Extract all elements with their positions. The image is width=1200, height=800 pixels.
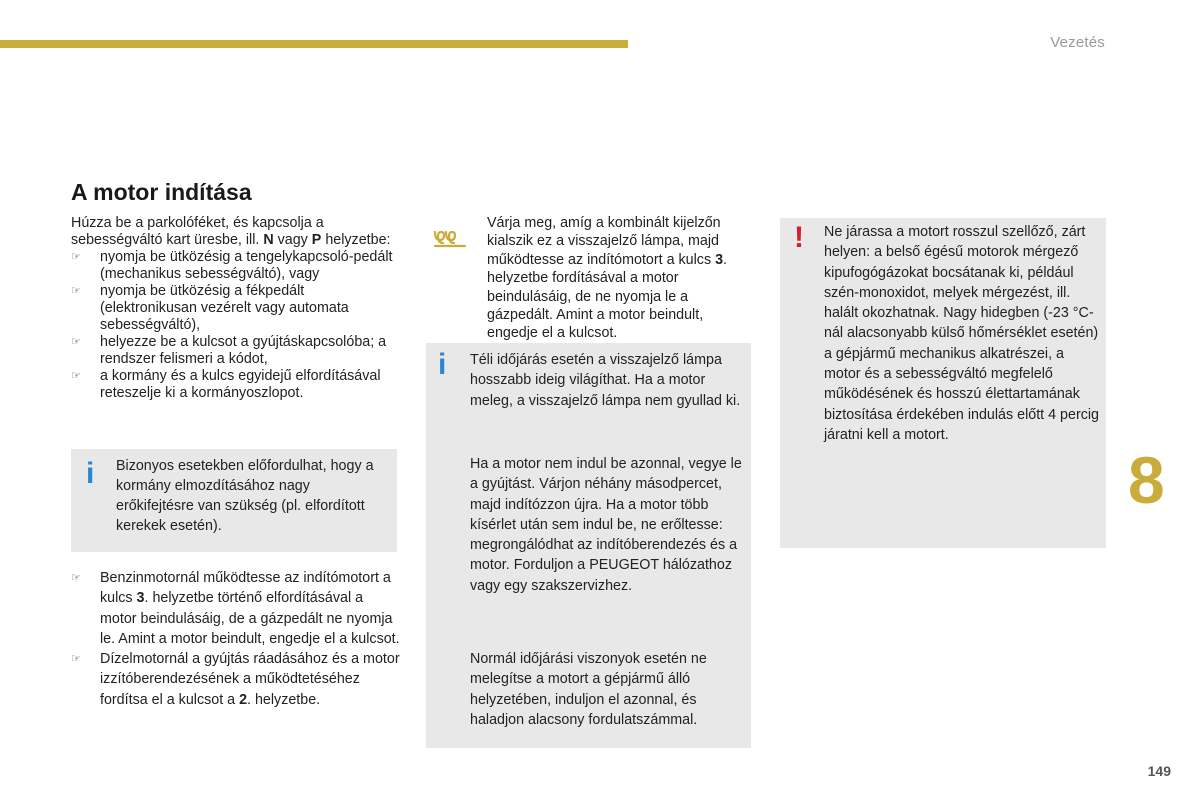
list-item: ☞ helyezze be a kulcsot a gyújtáskapcsolóba; a rendszer felismeri a kódot, <box>71 334 387 367</box>
list-item: ☞ nyomja be ütközésig a fékpedált (elektronikusan vezérelt vagy automata sebességváltó), <box>71 283 349 333</box>
section-label: Vezetés <box>1050 34 1105 51</box>
info-icon: i <box>438 348 447 381</box>
engine-type-list <box>71 568 401 710</box>
list-item-diesel: ☞ Dízelmotornál a gyújtás ráadásához és a motor izzítóberendezésének a működtetéséhez fordítsa el a kulcsot a 2. helyzetbe. <box>71 651 400 708</box>
info-icon: i <box>86 457 95 490</box>
glow-plug-text: Várja meg, amíg a kombinált kijelzőn kialszik ez a visszajelző lámpa, majd működtesse az indítómotort a kulcs 3. helyzetbe fordításával a motor beindulásáig, de ne nyomja le a gázpedált. Amint a motor beindult, engedje el a kulcsot. <box>487 215 727 342</box>
header-accent-bar <box>0 40 628 48</box>
intro-paragraph: Húzza be a parkolóféket, és kapcsolja a sebességváltó kart üresbe, ill. N vagy P helyzetbe: <box>71 215 391 248</box>
warning-exclamation-icon: ! <box>794 221 804 254</box>
info-box-steering <box>71 449 397 552</box>
info-paragraph-warmup: Normál időjárási viszonyok esetén ne melegítse a motort a gépjármű álló helyzetében, induljon el azonnal, és haladjon alacsony fordulatszámmal. <box>470 651 707 728</box>
step-list <box>71 249 401 402</box>
chapter-number: 8 <box>1128 443 1165 517</box>
warning-box <box>780 218 1106 548</box>
pointing-hand-icon: ☞ <box>71 653 81 666</box>
info-box-winter <box>426 343 751 748</box>
pointing-hand-icon: ☞ <box>71 336 81 348</box>
list-item: ☞ nyomja be ütközésig a tengelykapcsoló-pedált (mechanikus sebességváltó), vagy <box>71 249 393 282</box>
list-item-petrol: ☞ Benzinmotornál működtesse az indítómotort a kulcs 3. helyzetbe történő elfordításával a motor beindulásáig, de a gázpedált ne nyomja le. Amint a motor beindult, engedje el a kulcsot. <box>71 570 400 647</box>
pointing-hand-icon: ☞ <box>71 572 81 584</box>
info-paragraph-no-start: Ha a motor nem indul be azonnal, vegye le a gyújtást. Várjon néhány másodpercet, majd indítózzon újra. Ha a motor több kísérlet után sem indul be, ne erőltesse: megrongálódhat az indítóberendezés és a motor. Forduljon a PEUGEOT hálózathoz vagy egy szakszervizhez. <box>470 456 742 594</box>
info-text: Bizonyos esetekben előfordulhat, hogy a kormány elmozdításához nagy erőkifejtésre van szükség (pl. elfordított kerekek esetén). <box>116 458 374 534</box>
instructions-column <box>71 215 401 402</box>
pointing-hand-icon: ☞ <box>71 251 81 263</box>
info-paragraph-winter: Téli időjárás esetén a visszajelző lámpa hosszabb ideig világíthat. Ha a motor meleg, a visszajelző lámpa nem gyullad ki. <box>470 352 741 409</box>
page-title: A motor indítása <box>71 179 252 205</box>
list-item: ☞ a kormány és a kulcs egyidejű elfordításával reteszelje ki a kormányoszlopot. <box>71 368 381 401</box>
page-number: 149 <box>1147 763 1171 779</box>
pointing-hand-icon: ☞ <box>71 285 81 297</box>
pointing-hand-icon: ☞ <box>71 370 81 382</box>
engine-type-instructions <box>71 568 401 710</box>
warning-text: Ne járassa a motort rosszul szellőző, zárt helyen: a belső égésű motorok mérgező kipufogógázokat bocsátanak ki, például szén-monoxidot, melyek mérgezést, ill. halált okozhatnak. Nagy hidegben (-23 °C-nál alacsonyabb külső hőmérséklet esetén) a gépjármű mechanikus alkatrészei, a motor és a sebességváltó megfelelő működésének és hosszú élettartamának biztosítása érdekében indulás előtt 4 percig járatni kell a motort. <box>824 224 1099 443</box>
glow-plug-warning-icon <box>432 229 468 249</box>
